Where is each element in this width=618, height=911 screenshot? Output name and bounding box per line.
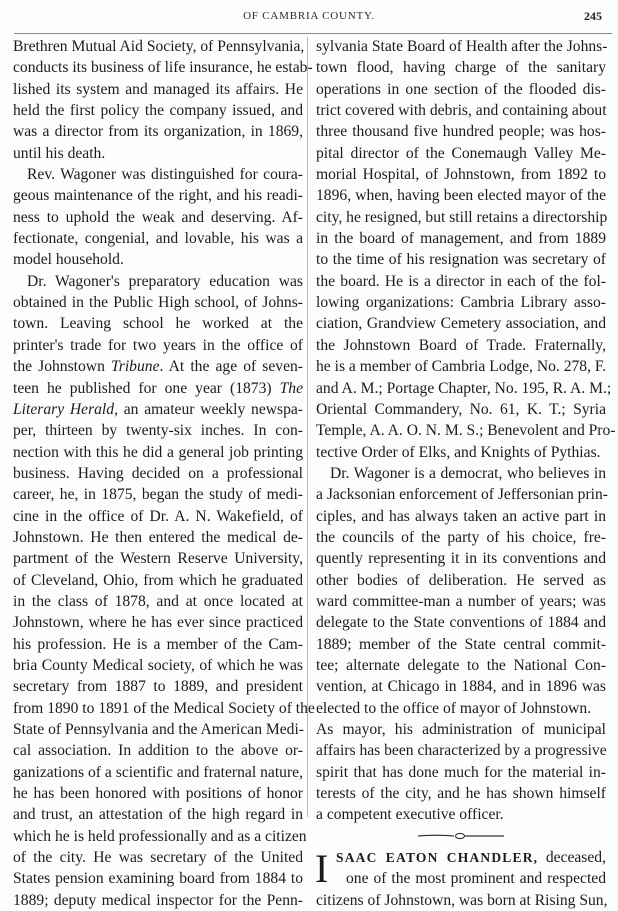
text-line: quently representing it in its conventions and — [316, 550, 606, 568]
text-line: until his death. — [13, 144, 106, 162]
text-line: nection with this he did a general job printing — [13, 443, 303, 461]
text-line: he is a member of Cambria Lodge, No. 278, F. — [316, 358, 607, 376]
text-line: Johnstown. He then entered the medical de- — [13, 528, 303, 546]
ornament-rule-icon — [416, 831, 506, 841]
subject-name: SAAC EATON CHANDLER, — [336, 850, 539, 866]
text-line: of Cleveland, Ohio, from which he graduated — [13, 571, 303, 589]
text-line: model household. — [13, 251, 124, 269]
text-line: operations in one section of the flooded dis- — [316, 80, 606, 98]
text-line: per, thirteen by twenty-six inches. In con- — [13, 422, 303, 440]
text-line: Rev. Wagoner was distinguished for coura- — [27, 166, 303, 184]
text-line: State of Pennsylvania and the American Medi- — [13, 721, 305, 738]
text-line: morial Hospital, of Johnstown, from 1892 to — [316, 166, 606, 184]
text-line: 1889; member of the State central commit- — [316, 635, 606, 653]
text-line: in the class of 1878, and at once located at — [13, 592, 303, 610]
text-line: to the time of his resignation was secretary of — [316, 251, 606, 269]
text-line: obtained in the Public High school, of Johns- — [13, 294, 303, 312]
italic-title: Literary Herald — [13, 400, 115, 418]
text-line: teen he published for one year (1873) The — [13, 379, 303, 397]
drop-cap: I — [315, 846, 329, 892]
text-line: fectionate, congenial, and lovable, his was a — [13, 230, 303, 248]
text-line: his profession. He is a member of the Cam- — [13, 635, 303, 653]
text-line: delegate to the State conventions of 1884 and — [316, 614, 606, 632]
chandler-biography-opening — [316, 847, 606, 911]
text-line: other bodies of deliberation. He served as — [316, 571, 606, 589]
text-line: the Johnstown Board of Trade. Fraternally, — [316, 336, 606, 354]
text-line: printer's trade for two years in the office of — [13, 336, 303, 354]
text-line: a Jacksonian enforcement of Jeffersonian prin- — [316, 486, 608, 504]
text-line: Literary Herald, an amateur weekly newspa- — [13, 400, 303, 418]
text-line: the councils of the party of his choice, fre- — [316, 528, 606, 546]
text-line: of the city. He was secretary of the United — [13, 849, 303, 867]
text-line: lowing organizations: Cambria Library asso- — [316, 294, 606, 312]
text-line: the Johnstown Tribune. At the age of seven- — [13, 358, 303, 376]
text-line: trict covered with debris, and containing about — [316, 102, 607, 120]
right-column-text — [316, 36, 616, 826]
text-line: Dr. Wagoner's preparatory education was — [27, 272, 303, 290]
text-line: he has been honored with positions of honor — [13, 785, 303, 803]
section-ornament — [316, 826, 606, 847]
text-line: Johnstown, where he has ever since practiced — [13, 614, 303, 632]
text-line: career, he, in 1875, began the study of medi- — [13, 486, 303, 504]
section-line: citizens of Johnstown, was born at Rising Sun, — [316, 891, 608, 909]
text-line: pital director of the Conemaugh Valley Me- — [316, 144, 606, 162]
first-line-rest: deceased, — [545, 849, 606, 867]
text-line: Oriental Commandery, No. 61, K. T.; Syria — [316, 400, 606, 418]
text-line: partment of the Western Reserve University, — [13, 550, 303, 568]
text-line: Temple, A. A. O. N. M. S.; Benevolent and Pro- — [316, 422, 616, 440]
text-line: ward committee-man a number of years; was — [316, 592, 606, 610]
header-rule — [14, 33, 612, 34]
running-header: OF CAMBRIA COUNTY. — [243, 10, 375, 22]
text-line: which he is held professionally and as a citizen — [13, 827, 307, 845]
italic-title: Tribune — [110, 358, 160, 376]
text-line: held the first policy the company issued, and — [13, 102, 303, 120]
text-line: tective Order of Elks, and Knights of Pythias. — [316, 443, 601, 461]
text-line: ciples, and has always taken an active part in — [316, 507, 606, 525]
text-line: secretary from 1887 to 1889, and president — [13, 678, 303, 696]
text-line: elected to the office of mayor of Johnstown. — [316, 699, 592, 717]
text-line: ciation, Grandview Cemetery association, and — [316, 315, 606, 333]
text-line: was a director from its organization, in 1869, — [13, 123, 303, 141]
text-line: cal association. In addition to the above or- — [13, 742, 303, 760]
text-line: affairs has been characterized by a progressive — [316, 742, 607, 760]
text-line: Brethren Mutual Aid Society, of Pennsylvania, — [13, 38, 305, 55]
page-number: 245 — [584, 9, 602, 23]
text-line: States pension examining board from 1884 to — [13, 870, 303, 888]
text-line: and A. M.; Portage Chapter, No. 195, R. A. M.; — [316, 379, 612, 397]
text-line: lished its system and managed its affairs. He — [13, 80, 303, 98]
text-line: terests of the city, and he has shown himself — [316, 785, 606, 803]
text-line: town flood, having charge of the sanitary — [316, 59, 606, 77]
text-line: Dr. Wagoner is a democrat, who believes in — [330, 464, 606, 482]
text-line: As mayor, his administration of municipal — [316, 721, 606, 738]
text-line: and trust, an attestation of the high regard in — [13, 806, 303, 824]
text-line: the board. He is a director in each of the fol- — [316, 272, 606, 290]
text-line: 1896, when, having been elected mayor of the — [316, 187, 606, 205]
text-line: from 1890 to 1891 of the Medical Society of the — [13, 699, 315, 717]
text-line: town. Leaving school he worked at the — [13, 315, 303, 333]
text-line: geous maintenance of the right, and his readi- — [13, 187, 303, 205]
text-line: a competent executive officer. — [316, 806, 504, 824]
italic-title: The — [279, 379, 303, 397]
section-line: one of the most prominent and respected — [346, 870, 606, 888]
text-line: three thousand five hundred people; was hos- — [316, 123, 606, 141]
text-line: vention, at Chicago in 1884, and in 1896 was — [316, 678, 606, 696]
text-line: bria County Medical society, of which he was — [13, 656, 303, 674]
text-line: 1889; deputy medical inspector for the Penn- — [13, 891, 303, 909]
section-first-line — [316, 847, 606, 868]
text-line: business. Having decided on a professional — [13, 464, 303, 482]
text-line: tee; alternate delegate to the National Con- — [316, 656, 606, 674]
text-line: conducts its business of life insurance, he estab- — [13, 59, 313, 77]
text-line: cine in the office of Dr. A. N. Wakefield, of — [13, 507, 303, 525]
text-line: sylvania State Board of Health after the Johns- — [316, 38, 608, 55]
text-line: in the board of management, and from 1889 — [316, 230, 606, 248]
text-line: ness to uphold the weak and deserving. Af- — [13, 208, 303, 226]
text-line: spirit that has done much for the material in- — [316, 763, 606, 781]
right-column — [315, 36, 616, 911]
text-line: city, he resigned, but still retains a directorship — [316, 208, 608, 226]
text-line: ganizations of a scientific and fraternal nature, — [13, 763, 303, 781]
left-column — [13, 36, 315, 911]
